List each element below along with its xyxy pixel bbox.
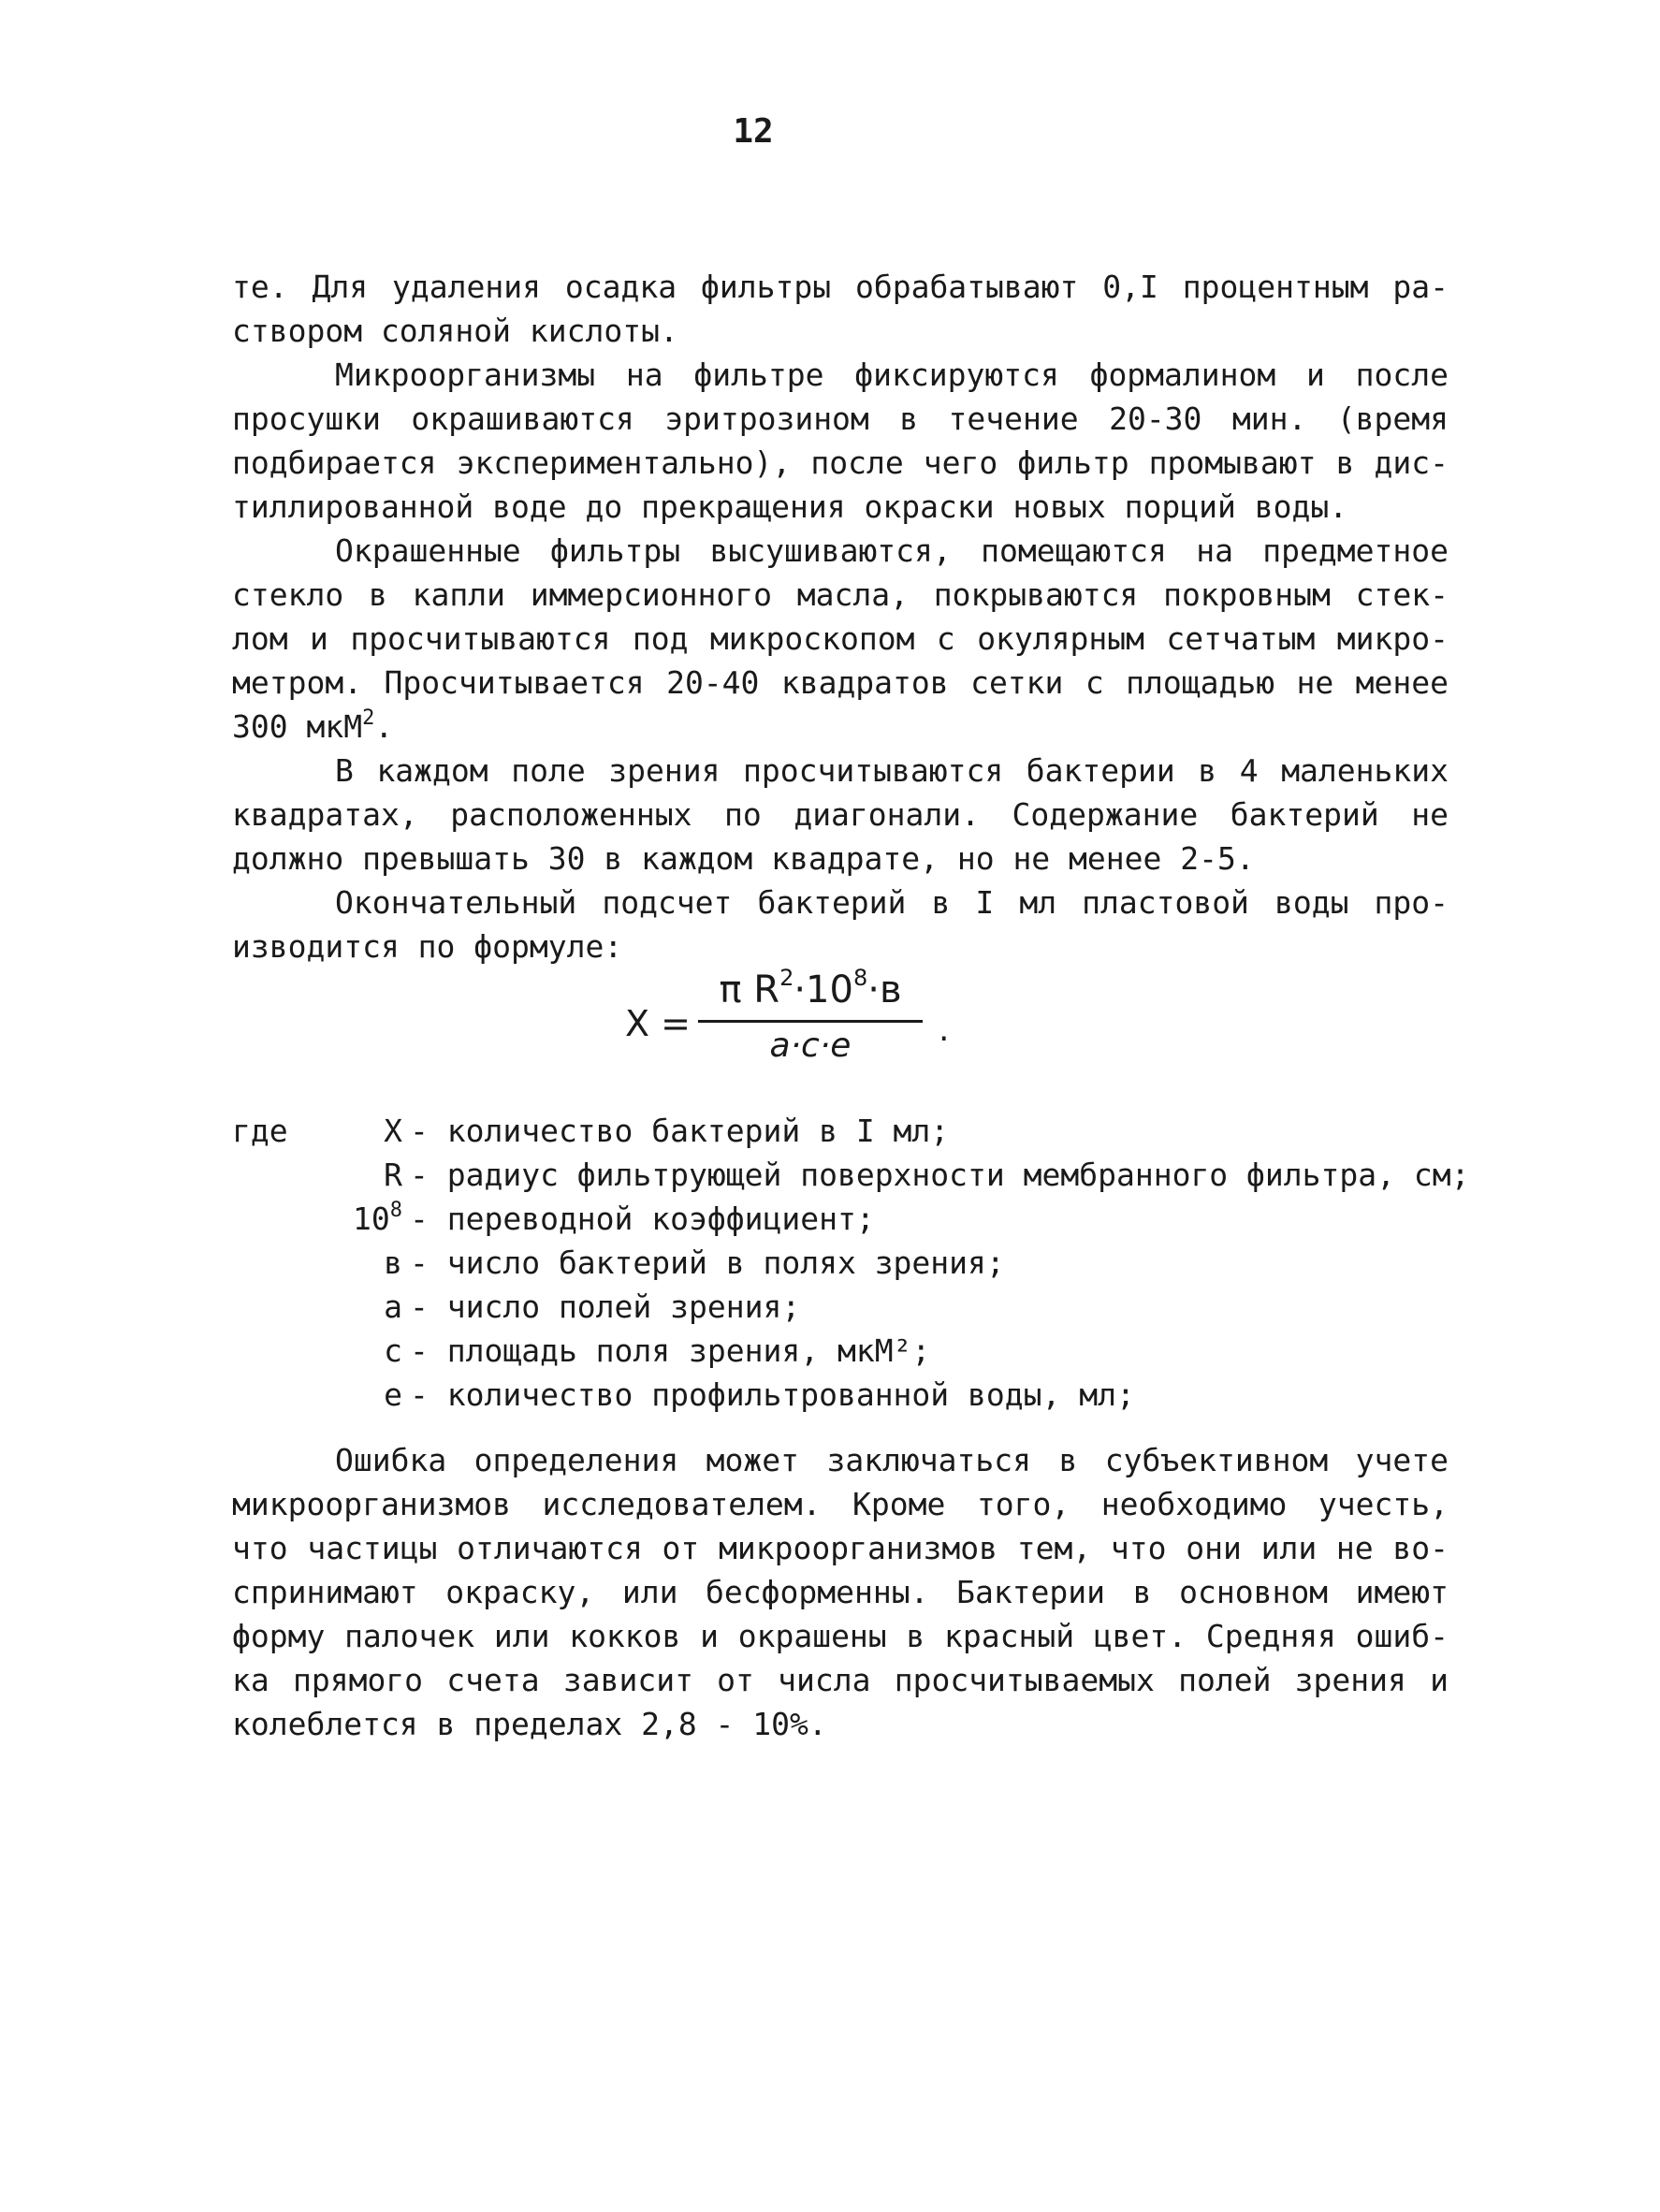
text-line: ка прямого счета зависит от числа просчитываемых полей зрения и: [232, 1662, 1449, 1698]
formula-lhs: X =: [625, 1003, 691, 1044]
text-line: тиллированной воде до прекращения окраски новых порций воды.: [232, 488, 1348, 525]
paragraph-fixation: [232, 353, 1449, 529]
text-line: форму палочек или кокков и окрашены в красный цвет. Средняя ошиб-: [232, 1618, 1449, 1654]
formula-fraction: [698, 964, 923, 1070]
legend-symbol: в: [384, 1244, 402, 1281]
legend-description: - число бактерий в полях зрения;: [410, 1244, 1005, 1281]
text-line: подбирается экспериментально), после чего фильтр промывают в дис-: [232, 444, 1449, 481]
text-line: лом и просчитываются под микроскопом с окулярным сетчатым микро-: [232, 620, 1449, 657]
line-end: .: [374, 708, 394, 745]
legend-description: - площадь поля зрения, мкМ²;: [410, 1332, 931, 1369]
text-line: [232, 705, 1449, 749]
legend-symbol-base: 10: [353, 1201, 390, 1237]
text-line: Ошибка определения может заключаться в субъективном учете: [335, 1442, 1449, 1478]
legend-where: где: [232, 1113, 288, 1149]
legend-symbol: R: [384, 1157, 402, 1193]
radius-exponent: 2: [779, 965, 794, 991]
text-line: изводится по формуле:: [232, 928, 623, 965]
text-line: квадратах, расположенных по диагонали. Содержание бактерий не: [232, 796, 1449, 833]
paragraph-counting: [232, 749, 1449, 880]
text-line: Окончательный подсчет бактерий в I мл пластовой воды про-: [335, 884, 1449, 921]
legend-symbol: a: [384, 1288, 402, 1325]
text-line: стекло в капли иммерсионного масла, покрываются покровным стек-: [232, 576, 1449, 613]
legend-symbol: X: [384, 1113, 402, 1149]
text-line: те. Для удаления осадка фильтры обрабатывают 0,I процентным ра-: [232, 269, 1449, 305]
legend-row: [232, 1329, 1467, 1373]
paragraph-drying: [232, 529, 1449, 749]
legend-symbol: c: [384, 1332, 402, 1369]
formula-legend: [232, 1109, 1470, 1417]
legend-description: - переводной коэффициент;: [410, 1201, 875, 1237]
paragraph-error: [232, 1438, 1449, 1746]
area-value: 300 мкМ: [232, 708, 363, 745]
paragraph-final-count: [232, 880, 1449, 968]
legend-row: [232, 1285, 1467, 1329]
text-line: просушки окрашиваются эритрозином в течение 20-30 мин. (время: [232, 400, 1449, 437]
ten-base: ·10: [794, 968, 853, 1011]
legend-description: - число полей зрения;: [410, 1288, 801, 1325]
legend-row: [232, 1373, 1467, 1417]
legend-description: - радиус фильтрующей поверхности мембранного фильтра, см;: [410, 1157, 1470, 1193]
radius-symbol: R: [753, 968, 780, 1011]
legend-symbol-exponent: 8: [389, 1199, 402, 1222]
bacteria-symbol: ·в: [867, 968, 902, 1011]
text-line: метром. Просчитывается 20-40 квадратов сетки с площадью не менее: [232, 664, 1449, 701]
text-line: спринимают окраску, или бесформенны. Бактерии в основном имеют: [232, 1574, 1449, 1610]
paragraph-continuation: [232, 265, 1449, 353]
page-number: 12: [733, 112, 774, 151]
formula-end: .: [939, 1011, 950, 1049]
text-line: должно превышать 30 в каждом квадрате, но не менее 2-5.: [232, 840, 1255, 877]
pi-symbol: π: [719, 968, 742, 1011]
text-line: колеблется в пределах 2,8 - 10%.: [232, 1706, 827, 1742]
text-line: что частицы отличаются от микроорганизмов тем, что они или не во-: [232, 1530, 1449, 1566]
legend-description: - количество профильтрованной воды, мл;: [410, 1376, 1135, 1413]
text-line: Окрашенные фильтры высушиваются, помещаются на предметное: [335, 532, 1449, 569]
legend-description: - количество бактерий в I мл;: [410, 1113, 950, 1149]
legend-row: [232, 1241, 1467, 1285]
text-line: створом соляной кислоты.: [232, 313, 678, 349]
legend-symbol: e: [384, 1376, 402, 1413]
text-line: Микроорганизмы на фильтре фиксируются формалином и после: [335, 357, 1449, 393]
legend-symbol: [316, 1197, 410, 1241]
formula-numerator: [698, 964, 923, 1023]
ten-exponent: 8: [852, 965, 868, 991]
legend-row: [232, 1109, 1467, 1153]
legend-row: [232, 1197, 1467, 1241]
legend-row: [232, 1153, 1470, 1197]
formula-denominator: a·c·e: [769, 1026, 852, 1065]
text-line: микроорганизмов исследователем. Кроме того, необходимо учесть,: [232, 1486, 1449, 1522]
text-line: В каждом поле зрения просчитываются бактерии в 4 маленьких: [335, 752, 1449, 789]
area-exponent: 2: [362, 706, 375, 730]
formula: [625, 964, 999, 1085]
